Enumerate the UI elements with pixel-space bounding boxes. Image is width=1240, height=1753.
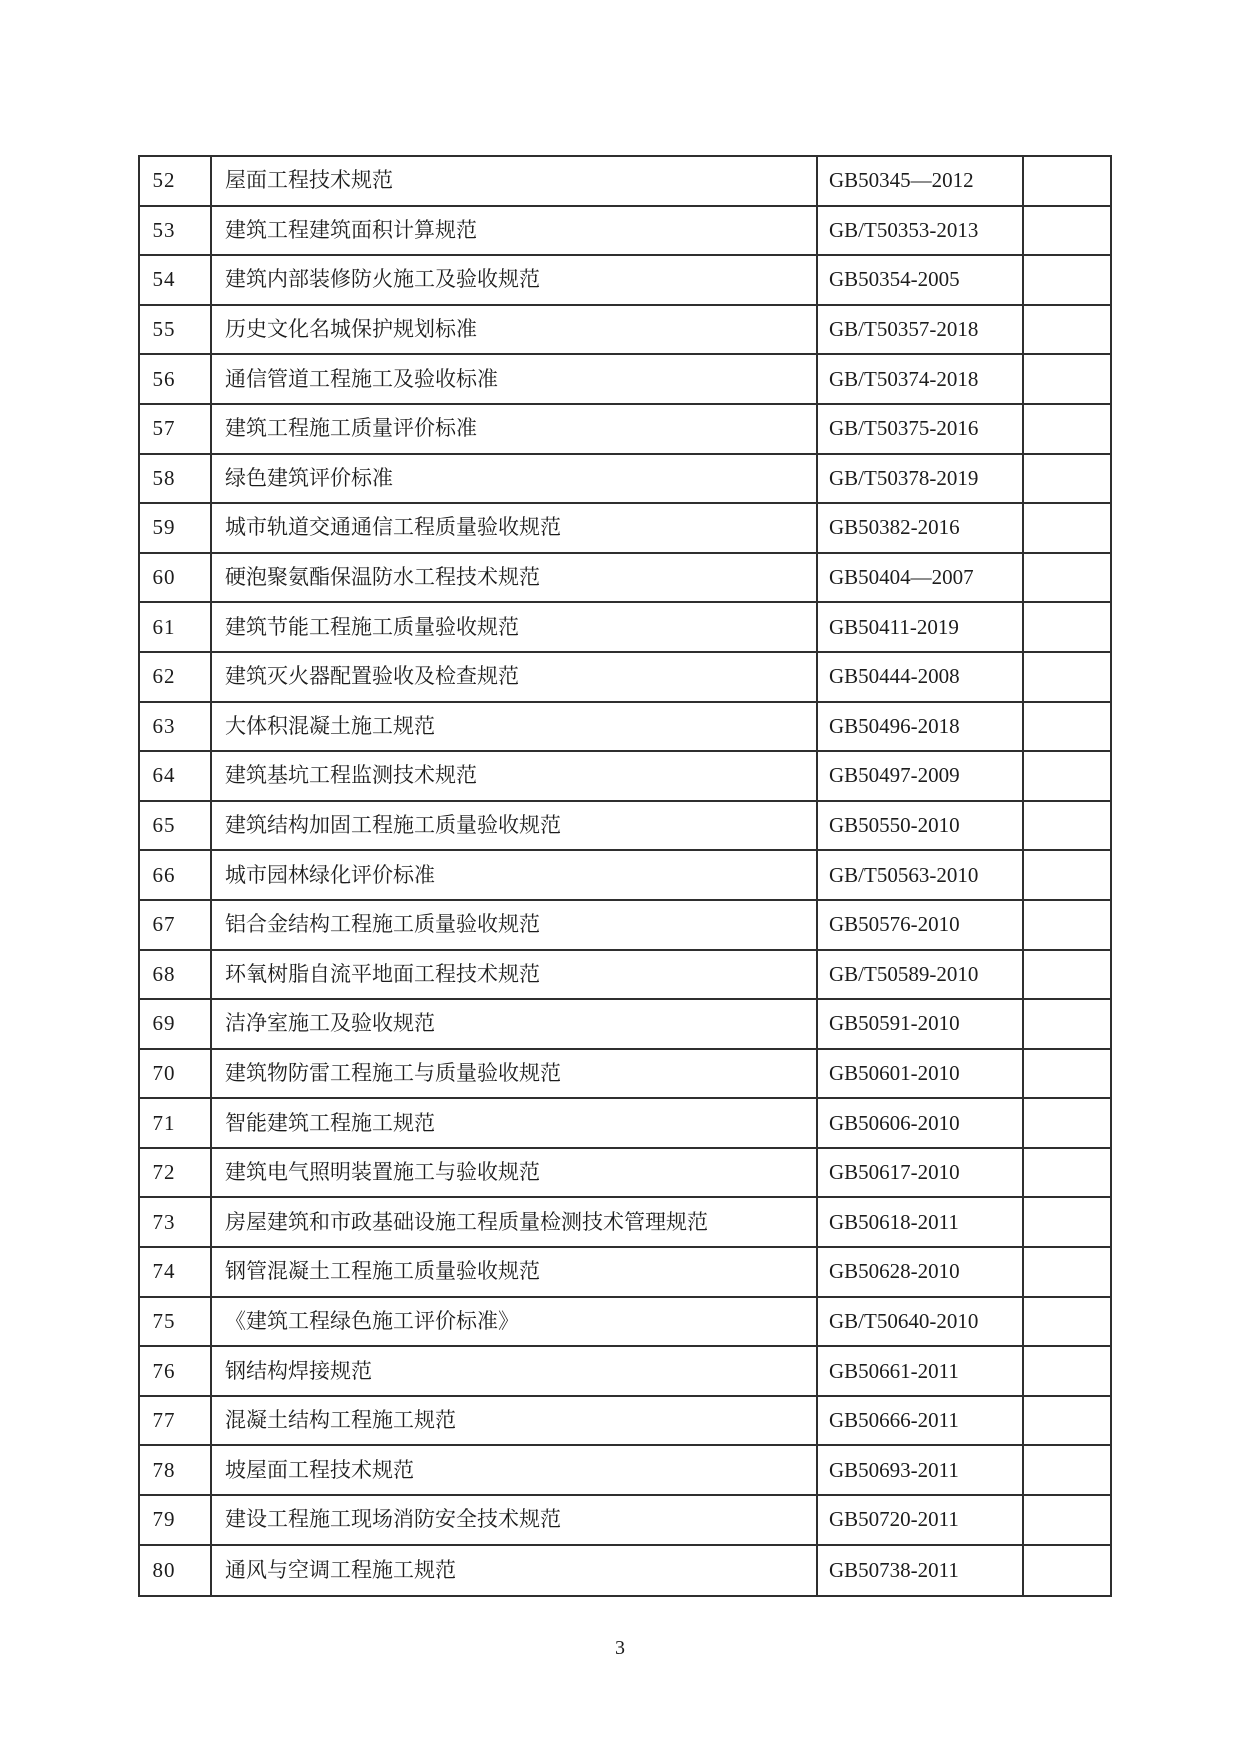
row-number-cell: 58 bbox=[140, 455, 212, 503]
table-row bbox=[140, 554, 1110, 604]
standard-name-cell: 智能建筑工程施工规范 bbox=[212, 1099, 818, 1147]
row-number-cell: 67 bbox=[140, 901, 212, 949]
table-row bbox=[140, 1397, 1110, 1447]
row-number-cell: 60 bbox=[140, 554, 212, 602]
standard-name-cell: 铝合金结构工程施工质量验收规范 bbox=[212, 901, 818, 949]
row-number-cell: 72 bbox=[140, 1149, 212, 1197]
standard-name-cell: 《建筑工程绿色施工评价标准》 bbox=[212, 1298, 818, 1346]
table-row bbox=[140, 1546, 1110, 1596]
page-number: 3 bbox=[615, 1637, 625, 1659]
table-row bbox=[140, 405, 1110, 455]
row-number-cell: 71 bbox=[140, 1099, 212, 1147]
notes-cell bbox=[1024, 1248, 1110, 1296]
standard-name-cell: 通信管道工程施工及验收标准 bbox=[212, 355, 818, 403]
standard-name-cell: 坡屋面工程技术规范 bbox=[212, 1446, 818, 1494]
table-row bbox=[140, 752, 1110, 802]
row-number-cell: 55 bbox=[140, 306, 212, 354]
standard-code-cell: GB50617-2010 bbox=[818, 1149, 1024, 1197]
standard-code-cell: GB/T50563-2010 bbox=[818, 851, 1024, 899]
standard-code-cell: GB50411-2019 bbox=[818, 603, 1024, 651]
table-row bbox=[140, 653, 1110, 703]
standard-code-cell: GB50720-2011 bbox=[818, 1496, 1024, 1544]
standard-code-cell: GB50444-2008 bbox=[818, 653, 1024, 701]
standard-name-cell: 建筑电气照明装置施工与验收规范 bbox=[212, 1149, 818, 1197]
table-row bbox=[140, 355, 1110, 405]
row-number-cell: 64 bbox=[140, 752, 212, 800]
notes-cell bbox=[1024, 703, 1110, 751]
standard-name-cell: 大体积混凝土施工规范 bbox=[212, 703, 818, 751]
table-row bbox=[140, 703, 1110, 753]
row-number-cell: 79 bbox=[140, 1496, 212, 1544]
standard-code-cell: GB50738-2011 bbox=[818, 1546, 1024, 1596]
standard-code-cell: GB50345—2012 bbox=[818, 157, 1024, 205]
standard-name-cell: 通风与空调工程施工规范 bbox=[212, 1546, 818, 1596]
row-number-cell: 56 bbox=[140, 355, 212, 403]
standard-name-cell: 屋面工程技术规范 bbox=[212, 157, 818, 205]
standard-code-cell: GB50496-2018 bbox=[818, 703, 1024, 751]
notes-cell bbox=[1024, 1446, 1110, 1494]
notes-cell bbox=[1024, 355, 1110, 403]
table-row bbox=[140, 851, 1110, 901]
table-row bbox=[140, 1149, 1110, 1199]
notes-cell bbox=[1024, 455, 1110, 503]
standard-code-cell: GB/T50374-2018 bbox=[818, 355, 1024, 403]
notes-cell bbox=[1024, 1298, 1110, 1346]
standard-code-cell: GB50661-2011 bbox=[818, 1347, 1024, 1395]
notes-cell bbox=[1024, 504, 1110, 552]
row-number-cell: 53 bbox=[140, 207, 212, 255]
table-row bbox=[140, 1099, 1110, 1149]
table-row bbox=[140, 1298, 1110, 1348]
notes-cell bbox=[1024, 554, 1110, 602]
notes-cell bbox=[1024, 1099, 1110, 1147]
row-number-cell: 78 bbox=[140, 1446, 212, 1494]
standard-name-cell: 城市轨道交通通信工程质量验收规范 bbox=[212, 504, 818, 552]
table-row bbox=[140, 1446, 1110, 1496]
standard-code-cell: GB/T50357-2018 bbox=[818, 306, 1024, 354]
table-row bbox=[140, 1347, 1110, 1397]
standard-name-cell: 建筑工程施工质量评价标准 bbox=[212, 405, 818, 453]
standard-code-cell: GB50576-2010 bbox=[818, 901, 1024, 949]
table-row bbox=[140, 603, 1110, 653]
table-row bbox=[140, 157, 1110, 207]
standard-name-cell: 建筑工程建筑面积计算规范 bbox=[212, 207, 818, 255]
standard-name-cell: 建筑内部装修防火施工及验收规范 bbox=[212, 256, 818, 304]
row-number-cell: 76 bbox=[140, 1347, 212, 1395]
standard-code-cell: GB50404—2007 bbox=[818, 554, 1024, 602]
standard-code-cell: GB50618-2011 bbox=[818, 1198, 1024, 1246]
notes-cell bbox=[1024, 653, 1110, 701]
notes-cell bbox=[1024, 207, 1110, 255]
row-number-cell: 63 bbox=[140, 703, 212, 751]
standard-name-cell: 建筑物防雷工程施工与质量验收规范 bbox=[212, 1050, 818, 1098]
notes-cell bbox=[1024, 1149, 1110, 1197]
table-row bbox=[140, 207, 1110, 257]
standard-name-cell: 混凝土结构工程施工规范 bbox=[212, 1397, 818, 1445]
notes-cell bbox=[1024, 1397, 1110, 1445]
row-number-cell: 66 bbox=[140, 851, 212, 899]
standard-code-cell: GB50550-2010 bbox=[818, 802, 1024, 850]
table-row bbox=[140, 256, 1110, 306]
table-row bbox=[140, 504, 1110, 554]
standard-name-cell: 建筑节能工程施工质量验收规范 bbox=[212, 603, 818, 651]
row-number-cell: 69 bbox=[140, 1000, 212, 1048]
table-row bbox=[140, 901, 1110, 951]
notes-cell bbox=[1024, 256, 1110, 304]
standard-code-cell: GB50591-2010 bbox=[818, 1000, 1024, 1048]
standard-code-cell: GB/T50640-2010 bbox=[818, 1298, 1024, 1346]
row-number-cell: 59 bbox=[140, 504, 212, 552]
table-row bbox=[140, 1248, 1110, 1298]
table-row bbox=[140, 802, 1110, 852]
notes-cell bbox=[1024, 405, 1110, 453]
standard-name-cell: 环氧树脂自流平地面工程技术规范 bbox=[212, 951, 818, 999]
standard-name-cell: 洁净室施工及验收规范 bbox=[212, 1000, 818, 1048]
standard-code-cell: GB/T50378-2019 bbox=[818, 455, 1024, 503]
row-number-cell: 52 bbox=[140, 157, 212, 205]
notes-cell bbox=[1024, 306, 1110, 354]
row-number-cell: 57 bbox=[140, 405, 212, 453]
notes-cell bbox=[1024, 901, 1110, 949]
standard-code-cell: GB50666-2011 bbox=[818, 1397, 1024, 1445]
standard-name-cell: 钢结构焊接规范 bbox=[212, 1347, 818, 1395]
table-row bbox=[140, 1050, 1110, 1100]
standard-code-cell: GB50606-2010 bbox=[818, 1099, 1024, 1147]
notes-cell bbox=[1024, 1546, 1110, 1596]
notes-cell bbox=[1024, 802, 1110, 850]
notes-cell bbox=[1024, 1000, 1110, 1048]
table-row bbox=[140, 455, 1110, 505]
standard-name-cell: 历史文化名城保护规划标准 bbox=[212, 306, 818, 354]
standard-name-cell: 硬泡聚氨酯保温防水工程技术规范 bbox=[212, 554, 818, 602]
standard-name-cell: 绿色建筑评价标准 bbox=[212, 455, 818, 503]
row-number-cell: 65 bbox=[140, 802, 212, 850]
row-number-cell: 70 bbox=[140, 1050, 212, 1098]
standard-name-cell: 房屋建筑和市政基础设施工程质量检测技术管理规范 bbox=[212, 1198, 818, 1246]
standard-code-cell: GB/T50375-2016 bbox=[818, 405, 1024, 453]
standard-code-cell: GB50497-2009 bbox=[818, 752, 1024, 800]
table-row bbox=[140, 306, 1110, 356]
table-row bbox=[140, 1000, 1110, 1050]
notes-cell bbox=[1024, 157, 1110, 205]
notes-cell bbox=[1024, 1496, 1110, 1544]
standard-code-cell: GB50693-2011 bbox=[818, 1446, 1024, 1494]
notes-cell bbox=[1024, 1050, 1110, 1098]
notes-cell bbox=[1024, 1198, 1110, 1246]
row-number-cell: 73 bbox=[140, 1198, 212, 1246]
standard-name-cell: 建筑结构加固工程施工质量验收规范 bbox=[212, 802, 818, 850]
standard-code-cell: GB50628-2010 bbox=[818, 1248, 1024, 1296]
notes-cell bbox=[1024, 851, 1110, 899]
standard-name-cell: 建设工程施工现场消防安全技术规范 bbox=[212, 1496, 818, 1544]
standard-name-cell: 钢管混凝土工程施工质量验收规范 bbox=[212, 1248, 818, 1296]
standard-name-cell: 建筑基坑工程监测技术规范 bbox=[212, 752, 818, 800]
standard-code-cell: GB/T50353-2013 bbox=[818, 207, 1024, 255]
row-number-cell: 80 bbox=[140, 1546, 212, 1596]
notes-cell bbox=[1024, 1347, 1110, 1395]
standard-code-cell: GB50382-2016 bbox=[818, 504, 1024, 552]
standard-code-cell: GB50354-2005 bbox=[818, 256, 1024, 304]
row-number-cell: 75 bbox=[140, 1298, 212, 1346]
row-number-cell: 54 bbox=[140, 256, 212, 304]
row-number-cell: 74 bbox=[140, 1248, 212, 1296]
table-row bbox=[140, 951, 1110, 1001]
row-number-cell: 68 bbox=[140, 951, 212, 999]
notes-cell bbox=[1024, 752, 1110, 800]
notes-cell bbox=[1024, 951, 1110, 999]
row-number-cell: 62 bbox=[140, 653, 212, 701]
standards-table bbox=[138, 155, 1112, 1597]
standard-code-cell: GB50601-2010 bbox=[818, 1050, 1024, 1098]
standard-name-cell: 建筑灭火器配置验收及检查规范 bbox=[212, 653, 818, 701]
notes-cell bbox=[1024, 603, 1110, 651]
standard-name-cell: 城市园林绿化评价标准 bbox=[212, 851, 818, 899]
table-row bbox=[140, 1198, 1110, 1248]
standard-code-cell: GB/T50589-2010 bbox=[818, 951, 1024, 999]
row-number-cell: 77 bbox=[140, 1397, 212, 1445]
table-row bbox=[140, 1496, 1110, 1546]
row-number-cell: 61 bbox=[140, 603, 212, 651]
